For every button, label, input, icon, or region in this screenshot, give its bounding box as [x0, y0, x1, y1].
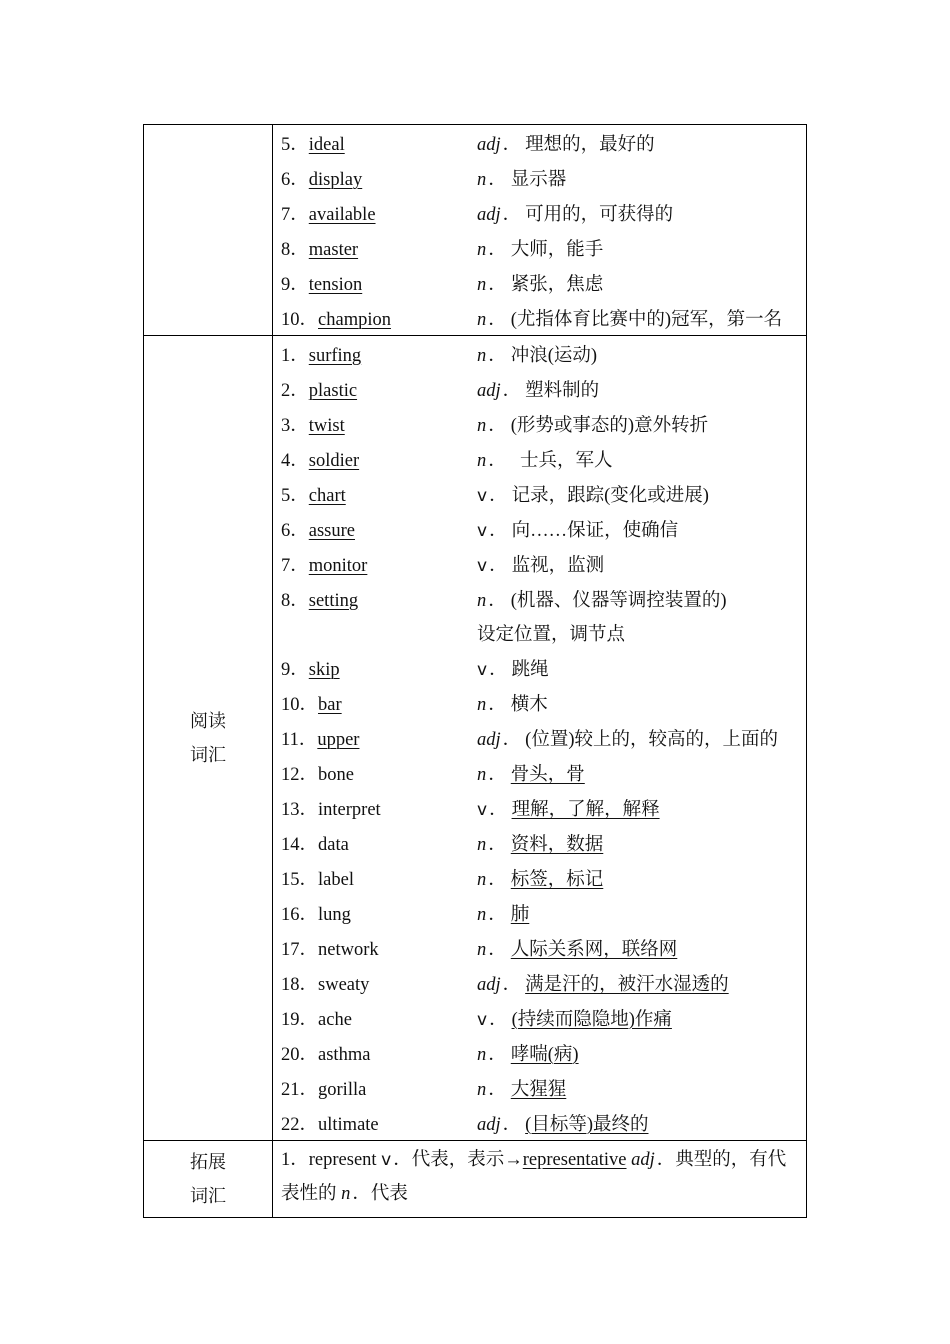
definition-cell	[477, 586, 727, 612]
vocab-row	[281, 300, 806, 335]
pos-separator: ．	[489, 520, 508, 541]
pos-separator: ．	[502, 134, 522, 155]
part-of-speech: v	[477, 659, 488, 680]
definition: 理解，了解，解释	[511, 799, 660, 820]
pos-separator: ．	[488, 450, 498, 471]
definition-cell	[477, 341, 597, 367]
vocab-word: setting	[308, 590, 359, 611]
vocab-word: master	[308, 239, 359, 260]
definition: 跳绳	[511, 659, 549, 680]
item-number: 7．	[281, 204, 309, 225]
item-number: 10．	[281, 309, 319, 330]
vocab-row	[281, 860, 806, 895]
item-number: 13．	[281, 799, 319, 820]
item-number: 20．	[281, 1044, 319, 1065]
section-continued	[144, 125, 806, 335]
definition: (机器、仪器等调控装置的)	[510, 590, 727, 611]
definition: 可用的，可获得的	[525, 204, 674, 225]
word-cell	[281, 376, 477, 402]
word-cell	[281, 341, 477, 367]
item-number: 5．	[281, 485, 309, 506]
vocab-row	[281, 476, 806, 511]
part-of-speech: n	[477, 1079, 487, 1100]
pos-separator: ．	[502, 204, 522, 225]
vocab-row	[281, 720, 806, 755]
definition-cell	[477, 1110, 648, 1136]
word-cell	[281, 446, 477, 472]
part-of-speech: n	[477, 869, 487, 890]
vocab-row	[281, 1070, 806, 1105]
vocab-word: assure	[308, 520, 355, 541]
item-number: 5．	[281, 134, 309, 155]
part-of-speech: n	[477, 274, 487, 295]
vocab-row	[281, 406, 806, 441]
vocab-word: twist	[308, 415, 345, 436]
definition-cell	[477, 270, 603, 296]
definition: 显示器	[510, 169, 567, 190]
definition: 紧张，焦虑	[510, 274, 604, 295]
item-number: 18．	[281, 974, 319, 995]
section-label	[144, 1141, 273, 1217]
vocab-word: interpret	[318, 799, 381, 820]
vocab-word: display	[308, 169, 363, 190]
definition: 横木	[510, 694, 548, 715]
item-number: 17．	[281, 939, 319, 960]
definition-cell	[477, 165, 566, 191]
item-number: 22．	[281, 1114, 319, 1135]
part-of-speech: adj	[477, 974, 501, 995]
word-cell	[281, 270, 477, 296]
item-number: 10．	[281, 694, 319, 715]
word-cell	[281, 725, 477, 751]
vocab-row	[281, 755, 806, 790]
definition-cell	[477, 516, 678, 542]
vocab-row	[281, 825, 806, 860]
part-of-speech: n	[477, 694, 487, 715]
vocab-row	[281, 895, 806, 930]
definition-cell	[477, 235, 603, 261]
item-number: 7．	[281, 555, 309, 576]
pos-separator: ．	[502, 729, 522, 750]
part-of-speech: adj	[477, 1114, 501, 1135]
item-number: 3．	[281, 415, 309, 436]
word-cell	[281, 551, 477, 577]
part-of-speech: v	[477, 799, 488, 820]
item-number: 21．	[281, 1079, 319, 1100]
part-of-speech: v	[477, 485, 488, 506]
item-number: 1．	[281, 345, 309, 366]
vocab-row	[281, 790, 806, 825]
vocab-word: soldier	[308, 450, 360, 471]
vocab-row	[281, 441, 806, 476]
vocab-row	[281, 581, 806, 616]
word-list	[273, 336, 806, 1140]
vocab-row	[281, 371, 806, 406]
definition: 人际关系网，联络网	[510, 939, 678, 960]
definition-cell	[477, 551, 604, 577]
section-reading-vocabulary	[144, 335, 806, 1140]
word-cell	[281, 795, 477, 821]
definition-cell	[477, 376, 599, 402]
vocab-word: champion	[318, 309, 391, 330]
vocab-word: surfing	[308, 345, 362, 366]
definition: 哮喘(病)	[510, 1044, 579, 1065]
entry-prefix: 1．represent	[281, 1150, 382, 1170]
word-cell	[281, 935, 477, 961]
definition: 满是汗的，被汗水湿透的	[525, 974, 729, 995]
word-cell	[281, 165, 477, 191]
pos-separator: ．	[489, 659, 508, 680]
part-of-speech: n	[477, 764, 487, 785]
part-of-speech: n	[477, 345, 487, 366]
definition: 大师，能手	[510, 239, 604, 260]
pos-separator: ．	[488, 1079, 507, 1100]
definition: 理想的，最好的	[525, 134, 655, 155]
vocabulary-table	[143, 124, 807, 1218]
entry-meaning: ．代表	[352, 1184, 408, 1204]
part-of-speech: adj	[631, 1150, 655, 1170]
pos-separator: ．	[488, 939, 507, 960]
definition: 大猩猩	[510, 1079, 567, 1100]
item-number: 15．	[281, 869, 319, 890]
definition-cell	[477, 795, 660, 821]
part-of-speech: v	[477, 520, 488, 541]
vocab-word: asthma	[318, 1044, 371, 1065]
word-cell	[281, 586, 477, 612]
definition: 肺	[510, 904, 530, 925]
word-cell	[281, 1110, 477, 1136]
pos-separator: ．	[488, 869, 507, 890]
definition: 士兵，军人	[501, 450, 613, 471]
part-of-speech: n	[477, 309, 487, 330]
pos-separator: ．	[488, 764, 507, 785]
definition-cell	[477, 620, 625, 646]
definition: 冲浪(运动)	[510, 345, 598, 366]
definition-cell	[477, 1005, 672, 1031]
vocab-row	[281, 160, 806, 195]
pos-separator: ．	[488, 274, 507, 295]
part-of-speech: n	[477, 904, 487, 925]
definition-cell	[477, 200, 673, 226]
definition-cell	[477, 481, 709, 507]
item-number: 19．	[281, 1009, 319, 1030]
pos-separator: ．	[488, 169, 507, 190]
item-number: 2．	[281, 380, 309, 401]
pos-separator: ．	[488, 590, 507, 611]
word-cell	[281, 481, 477, 507]
definition: (尤指体育比赛中的)冠军，第一名	[510, 309, 783, 330]
part-of-speech: n	[477, 415, 487, 436]
part-of-speech: n	[477, 169, 487, 190]
word-cell	[281, 760, 477, 786]
definition: (目标等)最终的	[525, 1114, 649, 1135]
word-cell	[281, 690, 477, 716]
definition-cell	[477, 865, 603, 891]
label-line: 拓展	[190, 1152, 226, 1172]
entry-meaning: ．典型的，有代表性的	[281, 1150, 787, 1204]
definition-cell	[477, 1040, 579, 1066]
pos-separator: ．	[488, 345, 507, 366]
vocab-word: sweaty	[318, 974, 370, 995]
part-of-speech: adj	[477, 380, 501, 401]
pos-separator: ．	[489, 555, 508, 576]
vocab-word: plastic	[308, 380, 358, 401]
part-of-speech: v	[381, 1150, 392, 1170]
vocab-row	[281, 125, 806, 160]
vocab-row	[281, 1035, 806, 1070]
part-of-speech: adj	[477, 134, 501, 155]
pos-separator: ．	[488, 415, 507, 436]
pos-separator: ．	[502, 380, 522, 401]
definition-cell	[477, 130, 655, 156]
vocab-word: network	[318, 939, 379, 960]
pos-separator: ．	[489, 799, 508, 820]
section-extended-vocabulary	[144, 1140, 806, 1217]
part-of-speech: n	[477, 834, 487, 855]
word-cell	[281, 900, 477, 926]
word-cell	[281, 1005, 477, 1031]
part-of-speech: n	[477, 239, 487, 260]
part-of-speech: n	[477, 590, 487, 611]
pos-separator: ．	[488, 834, 507, 855]
vocab-word: data	[318, 834, 349, 855]
item-number: 4．	[281, 450, 309, 471]
part-of-speech: adj	[477, 204, 501, 225]
vocab-row	[281, 965, 806, 1000]
vocab-word: lung	[318, 904, 351, 925]
definition-cell	[477, 900, 529, 926]
item-number: 11．	[281, 729, 318, 750]
word-cell	[281, 305, 477, 331]
part-of-speech: v	[477, 555, 488, 576]
item-number: 16．	[281, 904, 319, 925]
word-cell	[281, 865, 477, 891]
item-number: 8．	[281, 239, 309, 260]
definition: (形势或事态的)意外转折	[510, 415, 709, 436]
derived-word: representative	[522, 1150, 627, 1170]
definition-cell	[477, 446, 613, 472]
vocab-word: upper	[317, 729, 360, 750]
word-cell	[281, 130, 477, 156]
item-number: 8．	[281, 590, 309, 611]
definition-cell	[477, 830, 603, 856]
item-number: 12．	[281, 764, 319, 785]
part-of-speech: n	[477, 939, 487, 960]
pos-separator: ．	[502, 1114, 522, 1135]
vocab-word: monitor	[308, 555, 368, 576]
item-number: 14．	[281, 834, 319, 855]
vocab-word: bar	[318, 694, 342, 715]
definition: 监视，监测	[511, 555, 605, 576]
label-line: 阅读	[190, 711, 226, 731]
part-of-speech: v	[477, 1009, 488, 1030]
definition-cell	[477, 935, 677, 961]
pos-separator: ．	[488, 904, 507, 925]
vocab-row-continuation	[281, 616, 806, 650]
vocab-row	[281, 650, 806, 685]
word-cell	[281, 970, 477, 996]
pos-separator: ．	[502, 974, 522, 995]
vocab-row	[281, 511, 806, 546]
word-cell	[281, 830, 477, 856]
part-of-speech: n	[477, 1044, 487, 1065]
vocab-word: chart	[308, 485, 346, 506]
pos-separator: ．	[489, 1009, 508, 1030]
vocab-word: ideal	[308, 134, 345, 155]
vocab-row	[281, 685, 806, 720]
vocab-row	[281, 930, 806, 965]
definition: 资料，数据	[510, 834, 604, 855]
pos-separator: ．	[489, 485, 508, 506]
definition-cell	[477, 725, 778, 751]
item-number: 6．	[281, 169, 309, 190]
definition: 塑料制的	[525, 380, 600, 401]
definition: (位置)较上的，较高的，上面的	[525, 729, 778, 750]
definition: 骨头，骨	[510, 764, 585, 785]
item-number: 9．	[281, 659, 309, 680]
entry-meaning: ．代表，表示→	[393, 1150, 523, 1170]
part-of-speech: adj	[477, 729, 501, 750]
vocab-word: skip	[308, 659, 340, 680]
vocab-row	[281, 1105, 806, 1140]
vocab-row	[281, 195, 806, 230]
definition: 标签，标记	[510, 869, 604, 890]
vocab-row	[281, 546, 806, 581]
label-line: 词汇	[190, 745, 226, 765]
vocab-word: bone	[318, 764, 354, 785]
part-of-speech: n	[477, 450, 487, 471]
vocab-row	[281, 230, 806, 265]
definition-cell	[477, 690, 548, 716]
definition-cell	[477, 970, 729, 996]
definition-cell	[477, 411, 708, 437]
vocab-word: tension	[308, 274, 363, 295]
vocab-word: ultimate	[318, 1114, 379, 1135]
vocab-row	[281, 265, 806, 300]
word-list	[273, 125, 806, 335]
vocab-row	[281, 336, 806, 371]
word-cell	[281, 1075, 477, 1101]
word-cell	[281, 1040, 477, 1066]
extension-entry	[273, 1141, 806, 1217]
pos-separator: ．	[488, 694, 507, 715]
definition-cell	[477, 1075, 566, 1101]
definition: 设定位置，调节点	[477, 625, 626, 645]
pos-separator: ．	[488, 309, 507, 330]
definition-cell	[477, 760, 585, 786]
definition-cell	[477, 305, 782, 331]
pos-separator: ．	[488, 239, 507, 260]
pos-separator: ．	[488, 1044, 507, 1065]
item-number: 6．	[281, 520, 309, 541]
word-cell	[281, 411, 477, 437]
vocab-word: label	[318, 869, 354, 890]
vocab-word: ache	[318, 1009, 352, 1030]
definition: 向……保证，使确信	[511, 520, 679, 541]
word-cell	[281, 235, 477, 261]
part-of-speech: n	[341, 1184, 351, 1204]
word-cell	[281, 655, 477, 681]
vocab-row	[281, 1000, 806, 1035]
word-cell	[281, 200, 477, 226]
item-number: 9．	[281, 274, 309, 295]
label-line: 词汇	[190, 1186, 226, 1206]
word-cell	[281, 516, 477, 542]
section-label	[144, 125, 273, 335]
vocab-word: available	[308, 204, 376, 225]
definition: 记录，跟踪(变化或进展)	[511, 485, 709, 506]
definition-cell	[477, 655, 549, 681]
definition: (持续而隐隐地)作痛	[511, 1009, 672, 1030]
vocab-word: gorilla	[318, 1079, 367, 1100]
section-label	[144, 336, 273, 1140]
